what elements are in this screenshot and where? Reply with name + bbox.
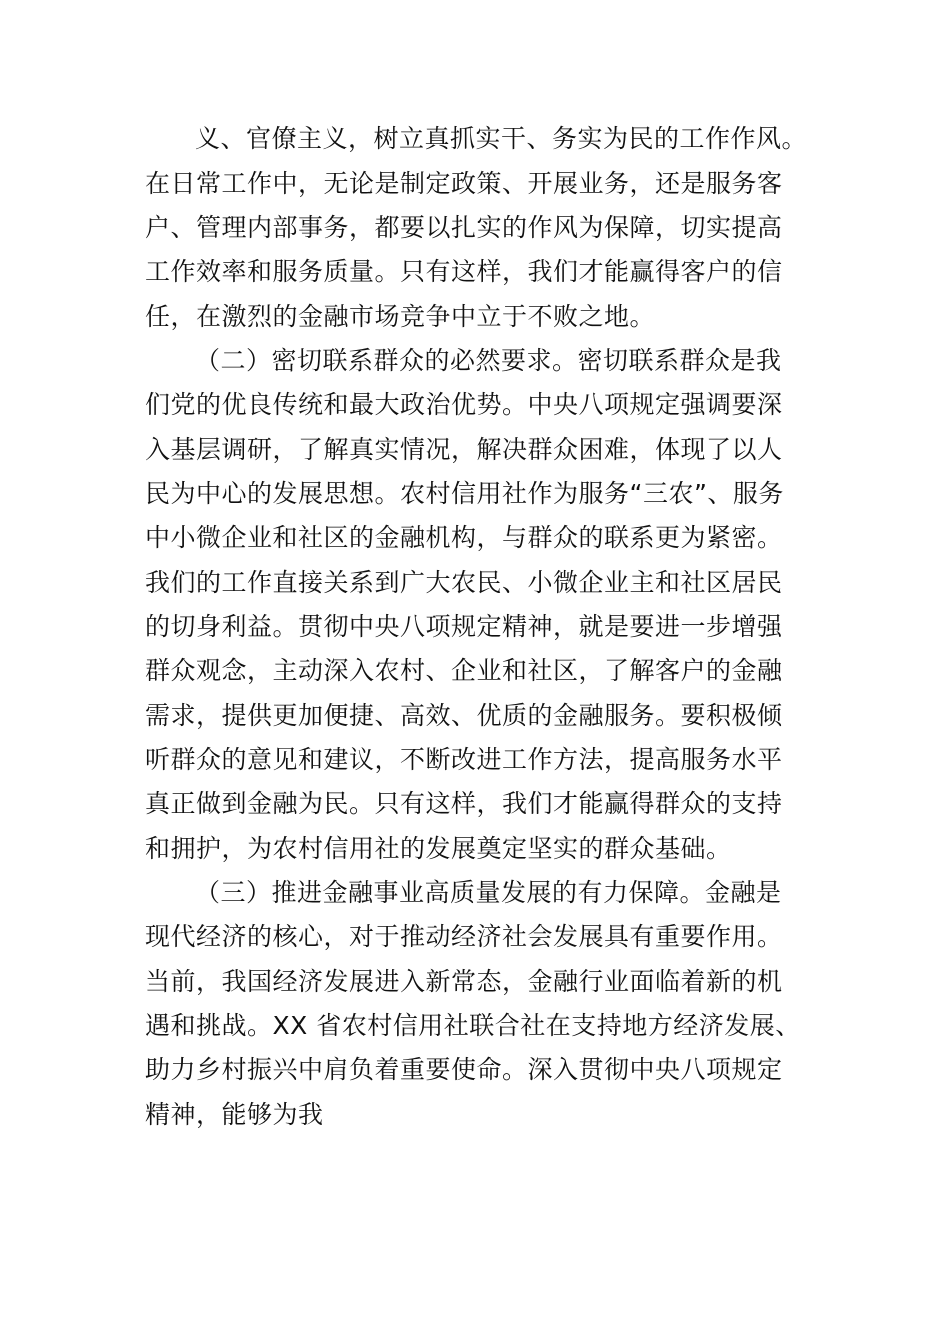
text-line: 工作效率和服务质量。只有这样，我们才能赢得客户的信 <box>145 257 783 286</box>
text-line: 现代经济的核心，对于推动经济社会发展具有重要作用。 <box>145 922 783 951</box>
text-line: 们党的优良传统和最大政治优势。中央八项规定强调要深 <box>145 390 783 419</box>
text-line: 需求，提供更加便捷、高效、优质的金融服务。要积极倾 <box>145 701 783 730</box>
text-line: 民为中心的发展思想。农村信用社作为服务“三农”、服务 <box>145 479 784 508</box>
text-line: 户、管理内部事务，都要以扎实的作风为保障，切实提高 <box>145 213 783 242</box>
section-heading-line: （三）推进金融事业高质量发展的有力保障。金融是 <box>195 878 782 907</box>
text-line: 真正做到金融为民。只有这样，我们才能赢得群众的支持 <box>145 789 783 818</box>
text-line: 助力乡村振兴中肩负着重要使命。深入贯彻中央八项规定 <box>145 1055 783 1084</box>
section-heading-line: （二）密切联系群众的必然要求。密切联系群众是我 <box>195 346 782 375</box>
text-line: 群众观念，主动深入农村、企业和社区，了解客户的金融 <box>145 656 783 685</box>
text-line: 我们的工作直接关系到广大农民、小微企业主和社区居民 <box>145 568 783 597</box>
text-line: 听群众的意见和建议，不断改进工作方法，提高服务水平 <box>145 745 783 774</box>
text-line: 义、官僚主义，树立真抓实干、务实为民的工作作风。 <box>195 124 808 153</box>
text-line: 中小微企业和社区的金融机构，与群众的联系更为紧密。 <box>145 523 783 552</box>
text-line: 入基层调研，了解真实情况，解决群众困难，体现了以人 <box>145 435 783 464</box>
text-line: 遇和挑战。XX 省农村信用社联合社在支持地方经济发展、 <box>145 1011 801 1040</box>
text-line: 的切身利益。贯彻中央八项规定精神，就是要进一步增强 <box>145 612 783 641</box>
text-line: 任，在激烈的金融市场竞争中立于不败之地。 <box>145 302 656 331</box>
text-line: 和拥护，为农村信用社的发展奠定坚实的群众基础。 <box>145 834 732 863</box>
text-line: 在日常工作中，无论是制定政策、开展业务，还是服务客 <box>145 169 783 198</box>
text-line: 精神，能够为我 <box>145 1100 324 1129</box>
text-line: 当前，我国经济发展进入新常态，金融行业面临着新的机 <box>145 967 783 996</box>
